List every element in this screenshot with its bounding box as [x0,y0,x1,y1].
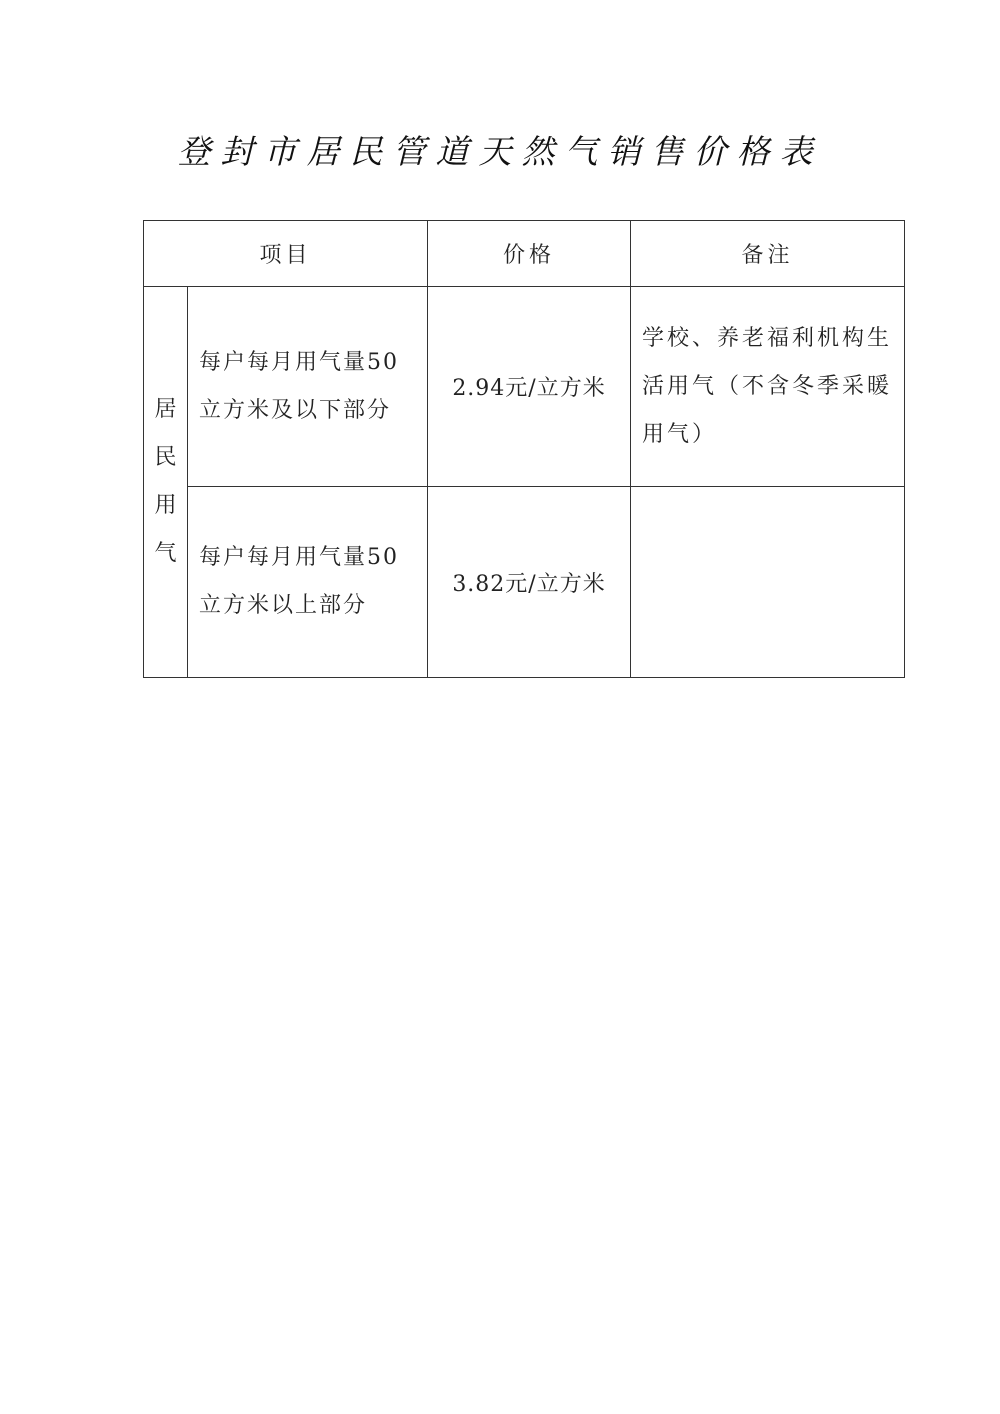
table-row [144,487,905,678]
item-cell: 每户每月用气量50立方米以上部分 [188,487,428,678]
table-header-row [144,221,905,287]
price-table [143,220,905,678]
price-cell: 3.82元/立方米 [428,487,631,678]
note-cell [631,487,905,678]
price-cell: 2.94元/立方米 [428,287,631,487]
header-item: 项目 [144,221,428,287]
table-row [144,287,905,487]
header-price: 价格 [428,221,631,287]
group-label: 居民用气 [154,397,177,566]
group-label-cell [144,287,188,678]
note-cell: 学校、养老福利机构生活用气（不含冬季采暖用气） [631,287,905,487]
header-note: 备注 [631,221,905,287]
page-title: 登封市居民管道天然气销售价格表 [177,132,823,171]
item-cell: 每户每月用气量50立方米及以下部分 [188,287,428,487]
